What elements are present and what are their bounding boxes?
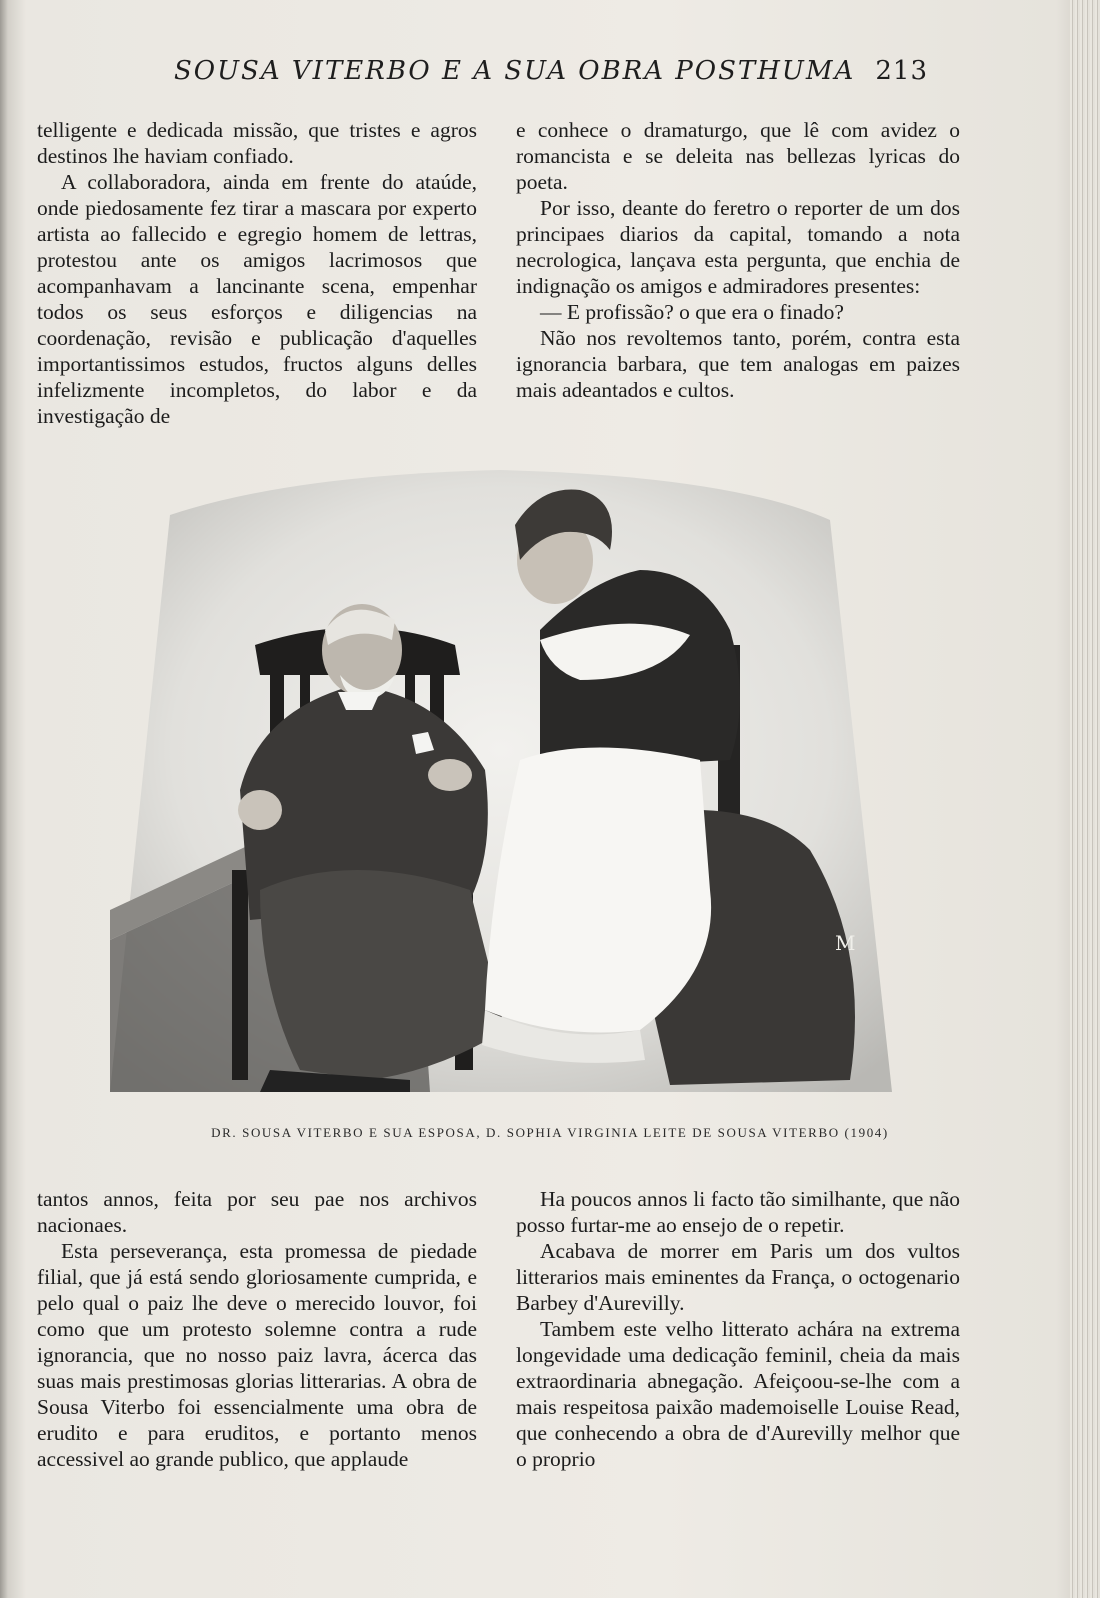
svg-text:M: M: [835, 931, 856, 955]
page-edge: [1070, 0, 1100, 1598]
paragraph: A collaboradora, ainda em frente do ataúde, onde piedosamente fez tirar a mascara por experto artista ao fallecido e egregio homem de lettras, protestou ante os amigos lacrimosos que acompanhavam a lancinante scena, empenhar todos os seus esforços e diligencias na coordenação, revisão e publicação d'aquelles importantissimos estudos, fructos alguns delles infelizmente incompletos, do labor e da investigação de: [37, 170, 477, 428]
portrait-photograph: [110, 470, 892, 1092]
column-bottom-left: [37, 1186, 477, 1472]
paragraph: Por isso, deante do feretro o reporter de um dos principaes diarios da capital, tomando a nota necrologica, lançava esta pergunta, que enchia de indignação os amigos e admiradores presentes:: [516, 196, 960, 298]
column-top-right: [516, 117, 960, 403]
paragraph: Ha poucos annos li facto tão similhante, que não posso furtar-me ao ensejo de o repetir.: [516, 1187, 960, 1237]
paragraph: tantos annos, feita por seu pae nos archivos nacionaes.: [37, 1187, 477, 1237]
paragraph: — E profissão? o que era o finado?: [540, 300, 844, 324]
column-top-left: [37, 117, 477, 429]
figure-caption: DR. SOUSA VITERBO E SUA ESPOSA, D. SOPHIA VIRGINIA LEITE DE SOUSA VITERBO (1904): [211, 1125, 889, 1140]
paragraph: Acabava de morrer em Paris um dos vultos litterarios mais eminentes da França, o octogenario Barbey d'Aurevilly.: [516, 1239, 960, 1315]
column-bottom-right: [516, 1186, 960, 1472]
paragraph: telligente e dedicada missão, que tristes e agros destinos lhe haviam confiado.: [37, 118, 477, 168]
paragraph: Esta perseverança, esta promessa de piedade filial, que já está sendo gloriosamente cumprida, e pelo qual o paiz lhe deve o merecido louvor, foi como que um protesto solemne contra a rude ignorancia, que no nosso paiz lavra, ácerca das suas mais prestimosas glorias litterarias. A obra de Sousa Viterbo foi essencialmente uma obra de erudito e para eruditos, e portanto menos accessivel ao grande publico, que applaude: [37, 1239, 477, 1471]
paragraph: Não nos revoltemos tanto, porém, contra esta ignorancia barbara, que tem analogas em paizes mais adeantados e cultos.: [516, 326, 960, 402]
running-title: SOUSA VITERBO E A SUA OBRA POSTHUMA: [174, 56, 856, 86]
paragraph: Tambem este velho litterato achára na extrema longevidade uma dedicação feminil, cheia da mais extraordinaria abnegação. Afeiçoou-se-lhe com a mais respeitosa paixão mademoiselle Louise Read, que conhecendo a obra de d'Aurevilly melhor que o proprio: [516, 1317, 960, 1471]
running-head: [168, 56, 928, 96]
paragraph: e conhece o dramaturgo, que lê com avidez o romancista e se deleita nas bellezas lyricas do poeta.: [516, 118, 960, 194]
page-number: 213: [875, 56, 928, 86]
